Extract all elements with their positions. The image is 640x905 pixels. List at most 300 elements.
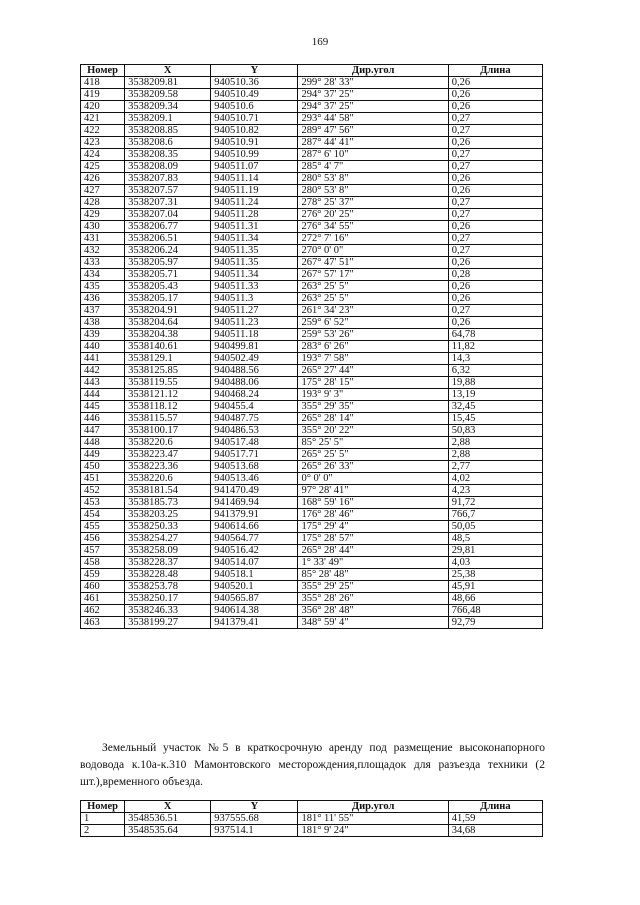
cell-y: 940513.68 (211, 461, 298, 473)
cell-length: 0,26 (448, 293, 542, 305)
cell-x: 3538205.17 (125, 293, 211, 305)
cell-y: 940510.49 (211, 89, 298, 101)
cell-y: 940511.33 (211, 281, 298, 293)
cell-x: 3538115.57 (125, 413, 211, 425)
cell-length: 91,72 (448, 497, 542, 509)
cell-number: 441 (81, 353, 125, 365)
table-row (81, 377, 543, 389)
cell-x: 3538100.17 (125, 425, 211, 437)
cell-direction-angle: 355° 28' 26" (298, 593, 448, 605)
cell-y: 940511.35 (211, 257, 298, 269)
table-row (81, 137, 543, 149)
cell-number: 431 (81, 233, 125, 245)
cell-y: 940614.38 (211, 605, 298, 617)
cell-direction-angle: 265° 28' 14" (298, 413, 448, 425)
table-row (81, 473, 543, 485)
table-row (81, 497, 543, 509)
cell-number: 421 (81, 113, 125, 125)
table-row (81, 317, 543, 329)
cell-number: 463 (81, 617, 125, 629)
cell-length: 25,38 (448, 569, 542, 581)
cell-y: 940510.82 (211, 125, 298, 137)
cell-x: 3538206.51 (125, 233, 211, 245)
cell-y: 940517.48 (211, 437, 298, 449)
cell-number: 430 (81, 221, 125, 233)
cell-direction-angle: 355° 20' 22" (298, 425, 448, 437)
cell-direction-angle: 265° 27' 44" (298, 365, 448, 377)
cell-y: 940511.14 (211, 173, 298, 185)
cell-number: 459 (81, 569, 125, 581)
cell-length: 2,88 (448, 449, 542, 461)
cell-length: 766,48 (448, 605, 542, 617)
cell-x: 3538118.12 (125, 401, 211, 413)
cell-x: 3538250.33 (125, 521, 211, 533)
cell-x: 3538206.77 (125, 221, 211, 233)
header-x: X (125, 65, 211, 77)
cell-number: 2 (81, 825, 125, 837)
cell-y: 940488.06 (211, 377, 298, 389)
cell-direction-angle: 348° 59' 4" (298, 617, 448, 629)
cell-length: 2,88 (448, 437, 542, 449)
cell-x: 3538205.71 (125, 269, 211, 281)
cell-x: 3538208.6 (125, 137, 211, 149)
table-row (81, 365, 543, 377)
cell-x: 3538121.12 (125, 389, 211, 401)
cell-y: 940455.4 (211, 401, 298, 413)
cell-direction-angle: 193° 9' 3" (298, 389, 448, 401)
cell-direction-angle: 270° 0' 0" (298, 245, 448, 257)
cell-number: 450 (81, 461, 125, 473)
cell-x: 3538258.09 (125, 545, 211, 557)
cell-direction-angle: 265° 26' 33" (298, 461, 448, 473)
cell-y: 940511.31 (211, 221, 298, 233)
cell-x: 3538254.27 (125, 533, 211, 545)
cell-length: 4,23 (448, 485, 542, 497)
cell-y: 940518.1 (211, 569, 298, 581)
cell-number: 445 (81, 401, 125, 413)
cell-direction-angle: 272° 7' 16" (298, 233, 448, 245)
cell-direction-angle: 175° 28' 57" (298, 533, 448, 545)
table-row (81, 293, 543, 305)
cell-y: 940511.3 (211, 293, 298, 305)
table-row (81, 329, 543, 341)
cell-number: 434 (81, 269, 125, 281)
table-row (81, 173, 543, 185)
cell-number: 456 (81, 533, 125, 545)
table-row (81, 101, 543, 113)
cell-direction-angle: 1° 33' 49" (298, 557, 448, 569)
cell-direction-angle: 97° 28' 41" (298, 485, 448, 497)
cell-number: 432 (81, 245, 125, 257)
cell-x: 3538207.04 (125, 209, 211, 221)
cell-length: 50,83 (448, 425, 542, 437)
section-coordinates-table (80, 800, 543, 837)
cell-direction-angle: 176° 28' 46" (298, 509, 448, 521)
cell-direction-angle: 293° 44' 58" (298, 113, 448, 125)
cell-length: 0,26 (448, 221, 542, 233)
table-row (81, 233, 543, 245)
cell-number: 425 (81, 161, 125, 173)
cell-y: 940511.19 (211, 185, 298, 197)
table-row (81, 569, 543, 581)
cell-y: 941469.94 (211, 497, 298, 509)
cell-number: 424 (81, 149, 125, 161)
cell-number: 453 (81, 497, 125, 509)
table-row (81, 197, 543, 209)
table-row (81, 305, 543, 317)
cell-number: 438 (81, 317, 125, 329)
cell-y: 937514.1 (211, 825, 298, 837)
cell-x: 3538220.6 (125, 473, 211, 485)
cell-direction-angle: 289° 47' 56" (298, 125, 448, 137)
cell-y: 940510.36 (211, 77, 298, 89)
cell-x: 3538203.25 (125, 509, 211, 521)
table-row (81, 389, 543, 401)
header-number: Номер (81, 801, 125, 813)
cell-y: 940516.42 (211, 545, 298, 557)
cell-y: 940487.75 (211, 413, 298, 425)
table-row (81, 257, 543, 269)
cell-y: 940488.56 (211, 365, 298, 377)
cell-direction-angle: 276° 34' 55" (298, 221, 448, 233)
cell-x: 3538205.43 (125, 281, 211, 293)
cell-number: 429 (81, 209, 125, 221)
cell-direction-angle: 280° 53' 8" (298, 185, 448, 197)
cell-x: 3538246.33 (125, 605, 211, 617)
cell-y: 940511.27 (211, 305, 298, 317)
cell-direction-angle: 265° 25' 5" (298, 449, 448, 461)
cell-length: 0,26 (448, 185, 542, 197)
header-y: Y (211, 801, 298, 813)
cell-x: 3538199.27 (125, 617, 211, 629)
cell-length: 0,27 (448, 113, 542, 125)
cell-direction-angle: 280° 53' 8" (298, 173, 448, 185)
cell-x: 3538140.61 (125, 341, 211, 353)
cell-direction-angle: 259° 6' 52" (298, 317, 448, 329)
cell-direction-angle: 261° 34' 23" (298, 305, 448, 317)
cell-x: 3538205.97 (125, 257, 211, 269)
cell-number: 444 (81, 389, 125, 401)
header-direction-angle: Дир.угол (298, 65, 448, 77)
cell-number: 422 (81, 125, 125, 137)
cell-number: 447 (81, 425, 125, 437)
cell-length: 4,03 (448, 557, 542, 569)
cell-direction-angle: 287° 44' 41" (298, 137, 448, 149)
cell-length: 50,05 (448, 521, 542, 533)
cell-y: 940511.34 (211, 233, 298, 245)
cell-x: 3538204.64 (125, 317, 211, 329)
cell-x: 3538250.17 (125, 593, 211, 605)
cell-x: 3538125.85 (125, 365, 211, 377)
cell-direction-angle: 168° 59' 16" (298, 497, 448, 509)
cell-y: 937555.68 (211, 813, 298, 825)
cell-direction-angle: 355° 29' 35" (298, 401, 448, 413)
cell-direction-angle: 263° 25' 5" (298, 281, 448, 293)
cell-y: 940468.24 (211, 389, 298, 401)
cell-length: 0,27 (448, 233, 542, 245)
cell-direction-angle: 356° 28' 48" (298, 605, 448, 617)
cell-x: 3538209.81 (125, 77, 211, 89)
cell-length: 14,3 (448, 353, 542, 365)
table-row (81, 521, 543, 533)
cell-number: 454 (81, 509, 125, 521)
cell-direction-angle: 299° 28' 33" (298, 77, 448, 89)
cell-y: 940520.1 (211, 581, 298, 593)
cell-direction-angle: 85° 28' 48" (298, 569, 448, 581)
table-row (81, 605, 543, 617)
cell-length: 0,27 (448, 305, 542, 317)
cell-y: 940514.07 (211, 557, 298, 569)
cell-y: 940511.34 (211, 269, 298, 281)
cell-x: 3538206.24 (125, 245, 211, 257)
table-row (81, 545, 543, 557)
cell-number: 457 (81, 545, 125, 557)
cell-length: 48,66 (448, 593, 542, 605)
cell-number: 437 (81, 305, 125, 317)
cell-direction-angle: 283° 6' 26" (298, 341, 448, 353)
cell-direction-angle: 267° 57' 17" (298, 269, 448, 281)
cell-y: 940565.87 (211, 593, 298, 605)
cell-y: 940511.07 (211, 161, 298, 173)
cell-y: 940513.46 (211, 473, 298, 485)
coordinates-table (80, 64, 543, 629)
cell-length: 41,59 (448, 813, 542, 825)
cell-y: 940502.49 (211, 353, 298, 365)
cell-x: 3538181.54 (125, 485, 211, 497)
cell-number: 426 (81, 173, 125, 185)
cell-length: 0,27 (448, 209, 542, 221)
table-row (81, 113, 543, 125)
table-header-row (81, 65, 543, 77)
cell-direction-angle: 175° 28' 15" (298, 377, 448, 389)
cell-direction-angle: 263° 25' 5" (298, 293, 448, 305)
cell-length: 0,27 (448, 125, 542, 137)
table-row (81, 437, 543, 449)
cell-x: 3538223.47 (125, 449, 211, 461)
header-y: Y (211, 65, 298, 77)
cell-x: 3538185.73 (125, 497, 211, 509)
header-length: Длина (448, 801, 542, 813)
cell-number: 439 (81, 329, 125, 341)
table-row (81, 413, 543, 425)
cell-y: 940510.99 (211, 149, 298, 161)
cell-x: 3538119.55 (125, 377, 211, 389)
cell-number: 1 (81, 813, 125, 825)
cell-y: 940510.91 (211, 137, 298, 149)
cell-y: 940614.66 (211, 521, 298, 533)
cell-length: 0,27 (448, 197, 542, 209)
cell-length: 2,77 (448, 461, 542, 473)
cell-y: 940499.81 (211, 341, 298, 353)
cell-length: 0,26 (448, 281, 542, 293)
cell-length: 11,82 (448, 341, 542, 353)
cell-x: 3538228.37 (125, 557, 211, 569)
cell-direction-angle: 259° 53' 26" (298, 329, 448, 341)
table-row (81, 461, 543, 473)
cell-direction-angle: 0° 0' 0" (298, 473, 448, 485)
cell-number: 455 (81, 521, 125, 533)
cell-y: 940511.24 (211, 197, 298, 209)
cell-number: 428 (81, 197, 125, 209)
table-row (81, 125, 543, 137)
table-row (81, 425, 543, 437)
cell-number: 460 (81, 581, 125, 593)
cell-number: 419 (81, 89, 125, 101)
cell-direction-angle: 285° 4' 7" (298, 161, 448, 173)
table-row (81, 617, 543, 629)
table-row (81, 353, 543, 365)
cell-length: 0,26 (448, 89, 542, 101)
cell-number: 449 (81, 449, 125, 461)
cell-x: 3538204.91 (125, 305, 211, 317)
cell-x: 3538208.09 (125, 161, 211, 173)
table-row (81, 185, 543, 197)
cell-x: 3538207.57 (125, 185, 211, 197)
table-row (81, 281, 543, 293)
cell-direction-angle: 276° 20' 25" (298, 209, 448, 221)
cell-length: 19,88 (448, 377, 542, 389)
cell-number: 442 (81, 365, 125, 377)
cell-number: 462 (81, 605, 125, 617)
table-row (81, 593, 543, 605)
cell-direction-angle: 193° 7' 58" (298, 353, 448, 365)
cell-number: 458 (81, 557, 125, 569)
cell-x: 3538129.1 (125, 353, 211, 365)
table-row (81, 581, 543, 593)
cell-x: 3538208.85 (125, 125, 211, 137)
table-row (81, 813, 543, 825)
cell-length: 13,19 (448, 389, 542, 401)
cell-length: 6,32 (448, 365, 542, 377)
cell-y: 940511.23 (211, 317, 298, 329)
table-row (81, 401, 543, 413)
cell-direction-angle: 265° 28' 44" (298, 545, 448, 557)
cell-direction-angle: 85° 25' 5" (298, 437, 448, 449)
cell-x: 3538228.48 (125, 569, 211, 581)
cell-number: 433 (81, 257, 125, 269)
cell-length: 64,78 (448, 329, 542, 341)
cell-number: 448 (81, 437, 125, 449)
cell-direction-angle: 355° 29' 25" (298, 581, 448, 593)
cell-number: 446 (81, 413, 125, 425)
cell-number: 440 (81, 341, 125, 353)
table-row (81, 89, 543, 101)
table-row (81, 341, 543, 353)
cell-direction-angle: 267° 47' 51" (298, 257, 448, 269)
table-row (81, 825, 543, 837)
cell-length: 15,45 (448, 413, 542, 425)
cell-length: 0,26 (448, 317, 542, 329)
cell-direction-angle: 287° 6' 10" (298, 149, 448, 161)
cell-x: 3538209.1 (125, 113, 211, 125)
header-direction-angle: Дир.угол (298, 801, 448, 813)
header-x: X (125, 801, 211, 813)
section-description-text: Земельный участок №5 в краткосрочную аренду под размещение высоконапорного водовода к.10а-к.310 Мамонтовского месторождения,площадок для разъезда техники (2 шт.),временного объезда. (80, 742, 545, 788)
cell-length: 48,5 (448, 533, 542, 545)
cell-y: 940511.28 (211, 209, 298, 221)
cell-number: 427 (81, 185, 125, 197)
cell-number: 452 (81, 485, 125, 497)
header-length: Длина (448, 65, 542, 77)
cell-direction-angle: 175° 29' 4" (298, 521, 448, 533)
cell-length: 0,26 (448, 137, 542, 149)
cell-length: 32,45 (448, 401, 542, 413)
table-row (81, 149, 543, 161)
cell-length: 0,26 (448, 257, 542, 269)
cell-number: 420 (81, 101, 125, 113)
cell-length: 0,27 (448, 161, 542, 173)
cell-length: 29,81 (448, 545, 542, 557)
cell-number: 435 (81, 281, 125, 293)
cell-y: 940511.35 (211, 245, 298, 257)
cell-length: 0,27 (448, 245, 542, 257)
table-row (81, 485, 543, 497)
cell-direction-angle: 278° 25' 37" (298, 197, 448, 209)
cell-direction-angle: 181° 9' 24" (298, 825, 448, 837)
cell-x: 3548536.51 (125, 813, 211, 825)
cell-direction-angle: 294° 37' 25" (298, 89, 448, 101)
cell-y: 941379.91 (211, 509, 298, 521)
cell-length: 4,02 (448, 473, 542, 485)
table-row (81, 77, 543, 89)
cell-number: 461 (81, 593, 125, 605)
cell-length: 0,26 (448, 101, 542, 113)
cell-y: 940517.71 (211, 449, 298, 461)
cell-length: 766,7 (448, 509, 542, 521)
page-number: 169 (311, 36, 329, 48)
table-row (81, 269, 543, 281)
cell-number: 418 (81, 77, 125, 89)
cell-y: 940486.53 (211, 425, 298, 437)
cell-y: 940564.77 (211, 533, 298, 545)
table-row (81, 209, 543, 221)
table-row (81, 557, 543, 569)
cell-length: 92,79 (448, 617, 542, 629)
cell-x: 3538208.35 (125, 149, 211, 161)
table-row (81, 245, 543, 257)
cell-length: 0,26 (448, 77, 542, 89)
cell-direction-angle: 181° 11' 55" (298, 813, 448, 825)
cell-length: 0,27 (448, 149, 542, 161)
cell-number: 423 (81, 137, 125, 149)
cell-x: 3538204.38 (125, 329, 211, 341)
cell-x: 3538209.34 (125, 101, 211, 113)
cell-x: 3538223.36 (125, 461, 211, 473)
cell-length: 0,26 (448, 173, 542, 185)
cell-x: 3538207.31 (125, 197, 211, 209)
cell-y: 940510.6 (211, 101, 298, 113)
cell-x: 3538209.58 (125, 89, 211, 101)
table-row (81, 533, 543, 545)
header-number: Номер (81, 65, 125, 77)
cell-x: 3538220.6 (125, 437, 211, 449)
table-row (81, 449, 543, 461)
section-description (80, 740, 545, 791)
cell-number: 451 (81, 473, 125, 485)
cell-x: 3538253.78 (125, 581, 211, 593)
cell-length: 34,68 (448, 825, 542, 837)
cell-x: 3538207.83 (125, 173, 211, 185)
cell-direction-angle: 294° 37' 25" (298, 101, 448, 113)
table-row (81, 509, 543, 521)
cell-y: 940511.18 (211, 329, 298, 341)
cell-x: 3548535.64 (125, 825, 211, 837)
cell-number: 443 (81, 377, 125, 389)
cell-length: 45,91 (448, 581, 542, 593)
cell-length: 0,28 (448, 269, 542, 281)
table-row (81, 221, 543, 233)
cell-y: 940510.71 (211, 113, 298, 125)
